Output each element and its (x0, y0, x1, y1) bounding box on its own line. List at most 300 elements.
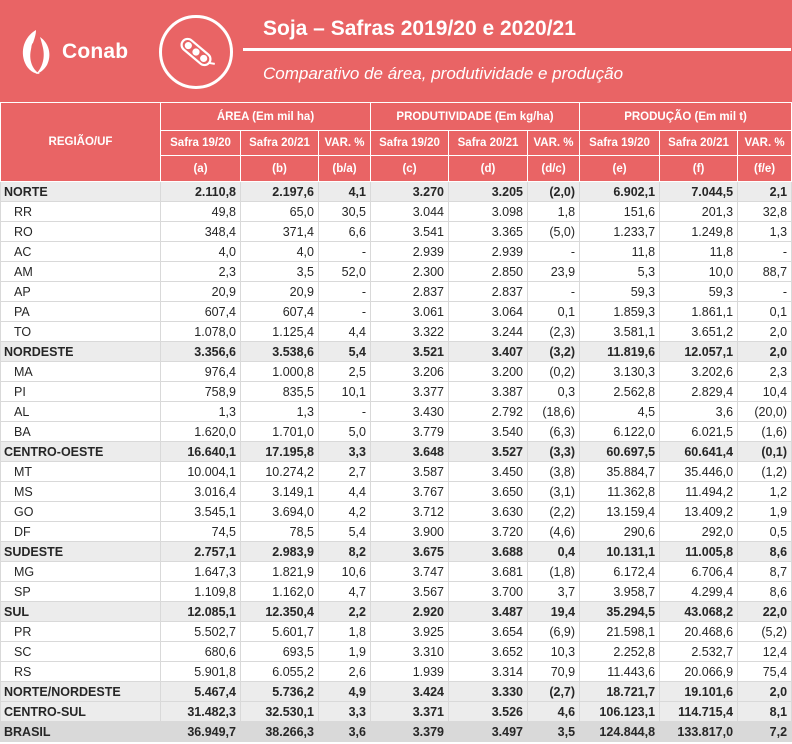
value-cell: 8,7 (738, 562, 792, 582)
region-name-cell: AM (1, 262, 161, 282)
value-cell: 3.430 (371, 402, 449, 422)
value-cell: 3.587 (371, 462, 449, 482)
region-name-cell: BRASIL (1, 722, 161, 742)
value-cell: 2,3 (738, 362, 792, 382)
value-cell: 3.044 (371, 202, 449, 222)
table-row-state (1, 302, 792, 322)
value-cell: - (738, 242, 792, 262)
column-subheader: VAR. % (738, 131, 792, 156)
value-cell: (6,3) (528, 422, 580, 442)
table-row-state (1, 222, 792, 242)
value-cell: 11.494,2 (660, 482, 738, 502)
value-cell: 3.694,0 (241, 502, 319, 522)
value-cell: 3.149,1 (241, 482, 319, 502)
value-cell: 5.467,4 (161, 682, 241, 702)
value-cell: 3.310 (371, 642, 449, 662)
value-cell: 6.172,4 (580, 562, 660, 582)
value-cell: 1.861,1 (660, 302, 738, 322)
value-cell: 11,8 (660, 242, 738, 262)
table-row-state (1, 462, 792, 482)
table-row-state (1, 642, 792, 662)
value-cell: 3.407 (449, 342, 528, 362)
value-cell: (1,6) (738, 422, 792, 442)
region-name-cell: PI (1, 382, 161, 402)
value-cell: 1.859,3 (580, 302, 660, 322)
value-cell: 17.195,8 (241, 442, 319, 462)
value-cell: 3.651,2 (660, 322, 738, 342)
value-cell: 2.850 (449, 262, 528, 282)
value-cell: 3.958,7 (580, 582, 660, 602)
value-cell: 20,9 (241, 282, 319, 302)
value-cell: 19,4 (528, 602, 580, 622)
value-cell: 19.101,6 (660, 682, 738, 702)
value-cell: (2,2) (528, 502, 580, 522)
region-name-cell: RR (1, 202, 161, 222)
value-cell: 3.925 (371, 622, 449, 642)
value-cell: 8,6 (738, 582, 792, 602)
value-cell: 758,9 (161, 382, 241, 402)
column-subheader: Safra 19/20 (580, 131, 660, 156)
value-cell: 3.497 (449, 722, 528, 742)
value-cell: 3.581,1 (580, 322, 660, 342)
region-name-cell: GO (1, 502, 161, 522)
table-row-state (1, 502, 792, 522)
value-cell: 2.837 (371, 282, 449, 302)
value-cell: 6,6 (319, 222, 371, 242)
value-cell: 2,0 (738, 322, 792, 342)
table-row-region (1, 342, 792, 362)
value-cell: 88,7 (738, 262, 792, 282)
value-cell: 5,4 (319, 522, 371, 542)
value-cell: 4,4 (319, 322, 371, 342)
value-cell: 6.055,2 (241, 662, 319, 682)
value-cell: 7,2 (738, 722, 792, 742)
value-cell: (4,6) (528, 522, 580, 542)
value-cell: 35.884,7 (580, 462, 660, 482)
page-title: Soja – Safras 2019/20 e 2020/21 (263, 17, 576, 40)
table-row-state (1, 402, 792, 422)
table-row-state (1, 482, 792, 502)
value-cell: 3.700 (449, 582, 528, 602)
value-cell: 6.122,0 (580, 422, 660, 442)
value-cell: 3.356,6 (161, 342, 241, 362)
value-cell: 16.640,1 (161, 442, 241, 462)
value-cell: 11.005,8 (660, 542, 738, 562)
value-cell: 78,5 (241, 522, 319, 542)
value-cell: 1.701,0 (241, 422, 319, 442)
value-cell: 23,9 (528, 262, 580, 282)
value-cell: 21.598,1 (580, 622, 660, 642)
value-cell: 3.202,6 (660, 362, 738, 382)
value-cell: (0,2) (528, 362, 580, 382)
region-name-cell: SP (1, 582, 161, 602)
value-cell: 12.085,1 (161, 602, 241, 622)
value-cell: 3.130,3 (580, 362, 660, 382)
value-cell: (18,6) (528, 402, 580, 422)
soybean-pod-icon (173, 29, 219, 75)
value-cell: 3.487 (449, 602, 528, 622)
region-column-header: REGIÃO/UF (1, 103, 161, 182)
value-cell: 2,6 (319, 662, 371, 682)
value-cell: 3.747 (371, 562, 449, 582)
value-cell: 4,1 (319, 182, 371, 202)
value-cell: 292,0 (660, 522, 738, 542)
value-cell: (3,1) (528, 482, 580, 502)
value-cell: (2,7) (528, 682, 580, 702)
value-cell: (0,1) (738, 442, 792, 462)
value-cell: 2.300 (371, 262, 449, 282)
value-cell: (3,8) (528, 462, 580, 482)
value-cell: 4,0 (241, 242, 319, 262)
value-cell: 65,0 (241, 202, 319, 222)
value-cell: 2,7 (319, 462, 371, 482)
value-cell: 4,0 (161, 242, 241, 262)
value-cell: 124.844,8 (580, 722, 660, 742)
value-cell: 1,3 (738, 222, 792, 242)
value-cell: 2.829,4 (660, 382, 738, 402)
value-cell: 3.322 (371, 322, 449, 342)
table-row-region (1, 602, 792, 622)
value-cell: 32,8 (738, 202, 792, 222)
value-cell: 3.648 (371, 442, 449, 462)
value-cell: 70,9 (528, 662, 580, 682)
region-name-cell: RS (1, 662, 161, 682)
region-name-cell: BA (1, 422, 161, 442)
region-name-cell: SUDESTE (1, 542, 161, 562)
value-cell: 3,7 (528, 582, 580, 602)
value-cell: 74,5 (161, 522, 241, 542)
region-name-cell: MA (1, 362, 161, 382)
table-row-region (1, 542, 792, 562)
table-row-state (1, 362, 792, 382)
value-cell: 8,6 (738, 542, 792, 562)
value-cell: 3.538,6 (241, 342, 319, 362)
value-cell: 348,4 (161, 222, 241, 242)
value-cell: 2.532,7 (660, 642, 738, 662)
column-formula-label: (d) (449, 156, 528, 182)
region-name-cell: MT (1, 462, 161, 482)
table-row-state (1, 662, 792, 682)
value-cell: 10.131,1 (580, 542, 660, 562)
value-cell: 3.681 (449, 562, 528, 582)
value-cell: 1,8 (319, 622, 371, 642)
value-cell: 976,4 (161, 362, 241, 382)
value-cell: 0,1 (738, 302, 792, 322)
value-cell: 5.901,8 (161, 662, 241, 682)
value-cell: 1,3 (161, 402, 241, 422)
table-row-region (1, 702, 792, 722)
value-cell: 3.377 (371, 382, 449, 402)
value-cell: 12,4 (738, 642, 792, 662)
value-cell: 3.900 (371, 522, 449, 542)
column-formula-label: (b/a) (319, 156, 371, 182)
value-cell: 607,4 (161, 302, 241, 322)
value-cell: 32.530,1 (241, 702, 319, 722)
value-cell: 3.545,1 (161, 502, 241, 522)
column-formula-label: (f/e) (738, 156, 792, 182)
value-cell: 3.314 (449, 662, 528, 682)
value-cell: 3.527 (449, 442, 528, 462)
value-cell: 1.249,8 (660, 222, 738, 242)
table-row-total (1, 722, 792, 742)
table-row-state (1, 422, 792, 442)
region-name-cell: NORDESTE (1, 342, 161, 362)
table-row-region (1, 182, 792, 202)
value-cell: 4,5 (580, 402, 660, 422)
value-cell: 290,6 (580, 522, 660, 542)
value-cell: 3,6 (660, 402, 738, 422)
value-cell: (20,0) (738, 402, 792, 422)
table-row-state (1, 522, 792, 542)
value-cell: 5,3 (580, 262, 660, 282)
value-cell: 7.044,5 (660, 182, 738, 202)
value-cell: 8,2 (319, 542, 371, 562)
table-row-state (1, 282, 792, 302)
table-row-state (1, 262, 792, 282)
value-cell: 3.061 (371, 302, 449, 322)
value-cell: 680,6 (161, 642, 241, 662)
value-cell: 3.767 (371, 482, 449, 502)
value-cell: 1.939 (371, 662, 449, 682)
value-cell: 22,0 (738, 602, 792, 622)
value-cell: 3.206 (371, 362, 449, 382)
value-cell: 6.021,5 (660, 422, 738, 442)
column-subheader: Safra 20/21 (449, 131, 528, 156)
column-subheader: VAR. % (528, 131, 580, 156)
table-row-state (1, 322, 792, 342)
value-cell: 3,3 (319, 702, 371, 722)
value-cell: 5,0 (319, 422, 371, 442)
value-cell: 3.654 (449, 622, 528, 642)
value-cell: 3.567 (371, 582, 449, 602)
value-cell: 10,0 (660, 262, 738, 282)
value-cell: 3.205 (449, 182, 528, 202)
column-formula-label: (a) (161, 156, 241, 182)
value-cell: 1,9 (319, 642, 371, 662)
value-cell: 5.736,2 (241, 682, 319, 702)
value-cell: 10.274,2 (241, 462, 319, 482)
column-formula-label: (e) (580, 156, 660, 182)
value-cell: 10,3 (528, 642, 580, 662)
value-cell: 59,3 (580, 282, 660, 302)
column-formula-label: (b) (241, 156, 319, 182)
value-cell: 3,5 (241, 262, 319, 282)
column-subheader: Safra 20/21 (241, 131, 319, 156)
value-cell: (2,3) (528, 322, 580, 342)
value-cell: 3.712 (371, 502, 449, 522)
value-cell: - (319, 402, 371, 422)
value-cell: 30,5 (319, 202, 371, 222)
value-cell: - (738, 282, 792, 302)
value-cell: (3,2) (528, 342, 580, 362)
value-cell: 2.939 (371, 242, 449, 262)
value-cell: 1,3 (241, 402, 319, 422)
value-cell: 0,4 (528, 542, 580, 562)
value-cell: 133.817,0 (660, 722, 738, 742)
column-subheader: Safra 19/20 (371, 131, 449, 156)
value-cell: 607,4 (241, 302, 319, 322)
value-cell: 1.162,0 (241, 582, 319, 602)
table-body (1, 182, 792, 742)
value-cell: 3.016,4 (161, 482, 241, 502)
value-cell: 52,0 (319, 262, 371, 282)
value-cell: 3.652 (449, 642, 528, 662)
value-cell: 1.125,4 (241, 322, 319, 342)
value-cell: 35.294,5 (580, 602, 660, 622)
table-row-region (1, 442, 792, 462)
value-cell: 1.821,9 (241, 562, 319, 582)
value-cell: 18.721,7 (580, 682, 660, 702)
value-cell: 2.562,8 (580, 382, 660, 402)
region-name-cell: CENTRO-SUL (1, 702, 161, 722)
value-cell: 11,8 (580, 242, 660, 262)
region-name-cell: TO (1, 322, 161, 342)
value-cell: 2.920 (371, 602, 449, 622)
value-cell: 11.819,6 (580, 342, 660, 362)
value-cell: 3.630 (449, 502, 528, 522)
value-cell: 1,8 (528, 202, 580, 222)
value-cell: (1,8) (528, 562, 580, 582)
value-cell: (2,0) (528, 182, 580, 202)
value-cell: 59,3 (660, 282, 738, 302)
value-cell: 3.675 (371, 542, 449, 562)
column-formula-label: (c) (371, 156, 449, 182)
value-cell: 2.983,9 (241, 542, 319, 562)
conab-leaf-icon (16, 27, 56, 77)
value-cell: - (319, 242, 371, 262)
value-cell: 3.270 (371, 182, 449, 202)
value-cell: 12.350,4 (241, 602, 319, 622)
value-cell: 20.468,6 (660, 622, 738, 642)
value-cell: 3.330 (449, 682, 528, 702)
value-cell: 6.902,1 (580, 182, 660, 202)
column-formula-label: (f) (660, 156, 738, 182)
value-cell: 3.424 (371, 682, 449, 702)
region-name-cell: PR (1, 622, 161, 642)
value-cell: 2,1 (738, 182, 792, 202)
value-cell: 43.068,2 (660, 602, 738, 622)
value-cell: 3.365 (449, 222, 528, 242)
value-cell: 1,2 (738, 482, 792, 502)
value-cell: 5.502,7 (161, 622, 241, 642)
region-name-cell: NORTE/NORDESTE (1, 682, 161, 702)
value-cell: 201,3 (660, 202, 738, 222)
value-cell: 693,5 (241, 642, 319, 662)
value-cell: 2.939 (449, 242, 528, 262)
value-cell: 1.233,7 (580, 222, 660, 242)
value-cell: 1.078,0 (161, 322, 241, 342)
value-cell: 3.688 (449, 542, 528, 562)
value-cell: 3.098 (449, 202, 528, 222)
region-name-cell: PA (1, 302, 161, 322)
table-row-state (1, 622, 792, 642)
value-cell: 3.541 (371, 222, 449, 242)
value-cell: (5,2) (738, 622, 792, 642)
value-cell: - (528, 282, 580, 302)
column-formula-label: (d/c) (528, 156, 580, 182)
value-cell: 49,8 (161, 202, 241, 222)
value-cell: 114.715,4 (660, 702, 738, 722)
value-cell: 2.792 (449, 402, 528, 422)
value-cell: 835,5 (241, 382, 319, 402)
value-cell: 1.620,0 (161, 422, 241, 442)
value-cell: - (319, 302, 371, 322)
value-cell: (1,2) (738, 462, 792, 482)
value-cell: (6,9) (528, 622, 580, 642)
page-subtitle: Comparativo de área, produtividade e produção (263, 64, 624, 83)
value-cell: 0,5 (738, 522, 792, 542)
value-cell: 1.109,8 (161, 582, 241, 602)
region-name-cell: CENTRO-OESTE (1, 442, 161, 462)
value-cell: 3.720 (449, 522, 528, 542)
report-header (0, 0, 792, 102)
value-cell: 2.197,6 (241, 182, 319, 202)
region-name-cell: MG (1, 562, 161, 582)
value-cell: 4,4 (319, 482, 371, 502)
table-row-state (1, 562, 792, 582)
value-cell: 1.647,3 (161, 562, 241, 582)
region-name-cell: SC (1, 642, 161, 662)
column-subheader: Safra 20/21 (660, 131, 738, 156)
value-cell: 2.757,1 (161, 542, 241, 562)
value-cell: 3.526 (449, 702, 528, 722)
value-cell: 3.244 (449, 322, 528, 342)
region-name-cell: MS (1, 482, 161, 502)
value-cell: 3.450 (449, 462, 528, 482)
value-cell: 0,1 (528, 302, 580, 322)
value-cell: 10,4 (738, 382, 792, 402)
value-cell: 3.200 (449, 362, 528, 382)
value-cell: 4,2 (319, 502, 371, 522)
value-cell: 6.706,4 (660, 562, 738, 582)
value-cell: 3.064 (449, 302, 528, 322)
value-cell: 4,6 (528, 702, 580, 722)
value-cell: 35.446,0 (660, 462, 738, 482)
table-row-region (1, 682, 792, 702)
value-cell: 3,5 (528, 722, 580, 742)
value-cell: 3,6 (319, 722, 371, 742)
value-cell: 371,4 (241, 222, 319, 242)
value-cell: 20.066,9 (660, 662, 738, 682)
value-cell: 3,3 (319, 442, 371, 462)
value-cell: 31.482,3 (161, 702, 241, 722)
value-cell: 36.949,7 (161, 722, 241, 742)
value-cell: 60.697,5 (580, 442, 660, 462)
table-row-state (1, 202, 792, 222)
value-cell: 60.641,4 (660, 442, 738, 462)
value-cell: 5,4 (319, 342, 371, 362)
value-cell: - (528, 242, 580, 262)
value-cell: 2.837 (449, 282, 528, 302)
logo-text: Conab (62, 40, 129, 63)
value-cell: 106.123,1 (580, 702, 660, 722)
region-name-cell: SUL (1, 602, 161, 622)
value-cell: 2,2 (319, 602, 371, 622)
region-name-cell: AP (1, 282, 161, 302)
value-cell: 10,1 (319, 382, 371, 402)
value-cell: - (319, 282, 371, 302)
table-row-state (1, 242, 792, 262)
value-cell: 2,3 (161, 262, 241, 282)
table-row-state (1, 582, 792, 602)
value-cell: 11.443,6 (580, 662, 660, 682)
value-cell: 2,0 (738, 682, 792, 702)
region-name-cell: AC (1, 242, 161, 262)
crop-badge (159, 15, 233, 89)
value-cell: 0,3 (528, 382, 580, 402)
value-cell: (5,0) (528, 222, 580, 242)
value-cell: (3,3) (528, 442, 580, 462)
